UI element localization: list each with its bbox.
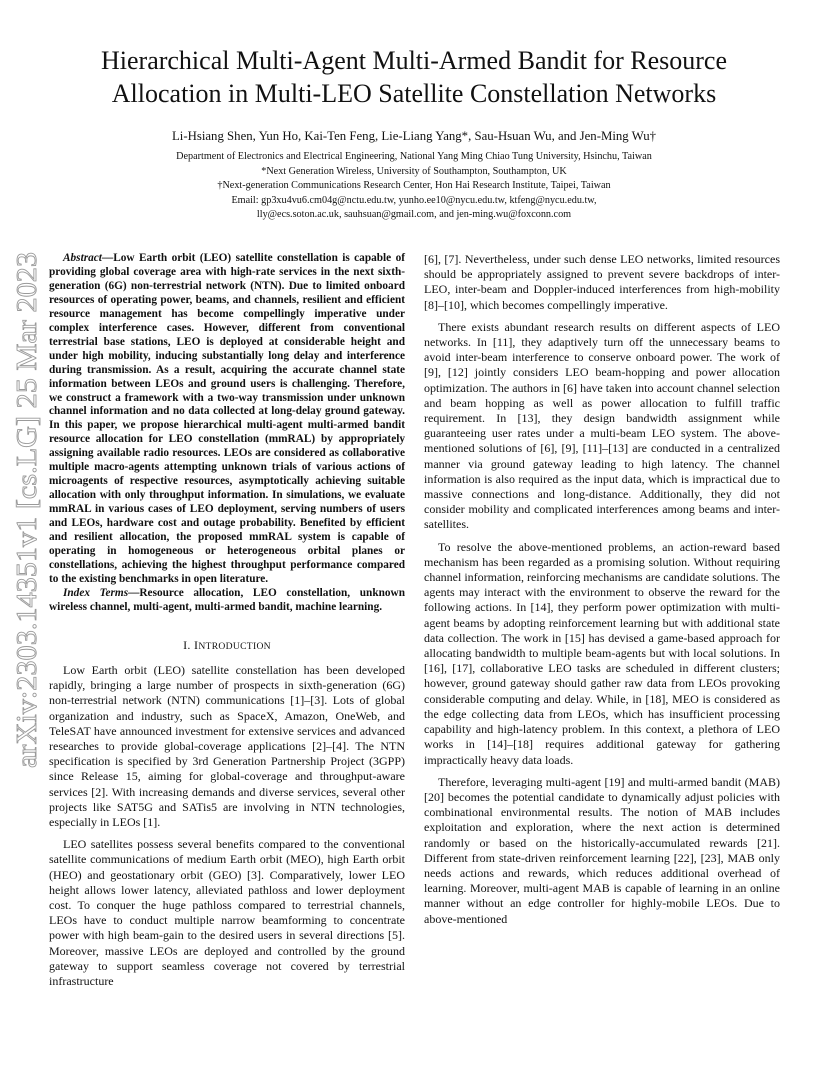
body-paragraph: LEO satellites possess several benefits compared to the conventional satellite communications of medium Earth orbit (MEO), high Earth orbit (HEO) and geostationary orbit (GEO) [3]. Comparatively, lower LEO height allows lower latency, alleviated pathloss and lower deployment cost. To conquer the huge pathloss compared to terrestrial channels, LEOs have to conduct multiple narrow beamforming to concentrate power with high beam-gain to the desired users in several directions [5]. Moreover, massive LEOs are deployed and controlled by the ground gateway to support seamless coverage not covered by terrestrial infrastructure [49,837,405,989]
body-paragraph: Therefore, leveraging multi-agent [19] and multi-armed bandit (MAB) [20] becomes the potential candidate to dynamically adjust policies with combinational environmental results. The notion of MAB includes exploitation and exploration, where the next action is determined randomly or based on the historically-accumulated rewards [21]. Different from state-driven reinforcement learning [22], [23], MAB only needs actions and rewards, which reduces additional overhead of learning. Moreover, multi-agent MAB is capable of learning in an online manner without an edge controller for highly-mobile LEOs. Due to above-mentioned [424,774,780,926]
body-paragraph: Low Earth orbit (LEO) satellite constellation has been developed rapidly, bringing a large number of prospects in sixth-generation (6G) non-terrestrial network (NTN) communications [1]–[3]. Lots of global organization and industry, such as SpaceX, Amazon, OneWeb, and TeleSAT have announced investment for extensive services and advanced researches to provide global-coverage applications [2]–[4]. The NTN specification is specified by 3rd Generation Partnership Project (3GPP) since Release 15, aiming for global-coverage and throughput-aware services [2]. With increasing demands and diverse services, several other projects like SAT5G and SATis5 are involving in NTN technologies, especially in LEOs [1]. [49,662,405,830]
email-line: lly@ecs.soton.ac.uk, sauhsuan@gmail.com, and jen-ming.wu@foxconn.com [256,209,572,221]
right-column [424,252,780,934]
body-paragraph: There exists abundant research results on different aspects of LEO networks. In [11], they adaptively turn off the unnecessary beams to avoid inter-beam interference to conserve onboard power. The work of [9], [12] jointly considers LEO beam-hopping and power allocation optimization. The authors in [6] have taken into account channel selection and beam hopping as well as power allocation to fulfill traffic requirement. In [13], they design bandwidth assignment while guaranteeing user rates under a multi-beam LEO system. The above-mentioned solutions of [6], [9], [11]–[13] are conducted in a centralized manner via ground gateway leading to high latency. The channel information is also required as the input data, which is impractical due to massive connections and long-distance. Additionally, they did not consider mobility and complicated interferences among beams and inter-satellites. [424,319,780,532]
abstract-text: —Low Earth orbit (LEO) satellite constellation is capable of providing global coverage area with high-rate services in the next sixth-generation (6G) non-terrestrial network (NTN). Due to limited onboard resources of operating power, beams, and channels, resilient and efficient resource management has become compellingly imperative under complex interference cases. However, different from conventional terrestrial base stations, LEO is deployed at considerable height and under high mobility, inducing substantially long delay and interference during transmission. As a result, acquiring the accurate channel state information between LEOs and ground users is challenging. Therefore, we construct a framework with a two-way transmission under unknown channel information and no data collected at long-delay ground gateway. In this paper, we propose hierarchical multi-agent multi-armed bandit resource allocation for LEO constellation (mmRAL) by appropriately assigning available radio resources. LEOs are considered as collaborative multiple macro-agents attempting unknown trials of various actions of microagents of respective resources, asymptotically achieving suitable allocation with only throughput information. In simulations, we evaluate mmRAL in various cases of LEO deployment, serving numbers of users and LEOs, hardware cost and outage probability. Benefited by efficient and resilient allocation, the proposed mmRAL system is capable of operating in homogeneous or heterogeneous orbital planes or constellations, achieving the highest throughput performance compared to the existing benchmarks in open literature. [49,252,405,585]
title-line-1: Hierarchical Multi-Agent Multi-Armed Bandit for Resource [101,46,727,75]
left-column [49,252,405,996]
section-title-rest: NTRODUCTION [198,640,271,652]
title-line-2: Allocation in Multi-LEO Satellite Constellation Networks [111,79,717,108]
abstract-label: Abstract [63,252,102,264]
index-terms-label: Index Terms [63,586,129,599]
affiliation-line: †Next-generation Communications Research Center, Hon Hai Research Institute, Taipei, Taiwan [217,180,611,192]
paper-title [40,44,788,110]
section-heading [49,638,405,654]
section-title-initial: I [194,637,199,652]
index-terms-text: —Resource allocation, LEO constellation, unknown wireless channel, multi-agent, multi-armed bandit, machine learning. [49,586,405,613]
email-line: Email: gp3xu4vu6.cm04g@nctu.edu.tw, yunho.ee10@nycu.edu.tw, ktfeng@nycu.edu.tw, [231,194,597,206]
body-paragraph: To resolve the above-mentioned problems, an action-reward based mechanism has been regarded as a promising solution. Without requiring channel information, reinforcing mechanisms are candidate solutions. The agents may interact with the environment to observe the reward for the following actions. In [14], they perform power optimization with multi-agent beams by adopting reinforcement learning but with additional state data collection. The work in [15] has devised a game-based approach for allocating bandwidth to multiple beam-agents but with local solutions. In [16], [17], collaborative LEO tasks are scheduled in different clusters; however, ground gateway should gather raw data from LEOs provoking considerable computing and delay. While, in [18], MEO is considered as the edge collecting data from LEOs, which has insufficient processing capability and high-latency problem. In this context, a plethora of LEO works in [14]–[18] requires additional gateway for gathering impractically heavy data loads. [424,539,780,767]
arxiv-stamp[interactable] [6,250,46,770]
author-list: Li-Hsiang Shen, Yun Ho, Kai-Ten Feng, Lie-Liang Yang*, Sau-Hsuan Wu, and Jen-Ming Wu† [171,129,657,143]
affiliation-line: Department of Electronics and Electrical Engineering, National Yang Ming Chiao Tung University, Hsinchu, Taiwan [176,151,652,162]
section-numeral: I. [183,637,191,652]
index-terms [49,587,405,615]
affiliation-line: *Next Generation Wireless, University of Southampton, Southampton, UK [261,165,567,177]
arxiv-stamp-text: arXiv:2303.14351v1 [cs.LG] 25 Mar 2023 [11,273,43,768]
body-paragraph: [6], [7]. Nevertheless, under such dense LEO networks, limited resources should be appropriately assigned to prevent severe backdrops of inter-LEO, inter-beam and Doppler-induced interferences from high-mobility [8]–[10], which becomes compellingly imperative. [424,252,780,312]
affiliations [40,150,788,223]
abstract [49,252,405,587]
